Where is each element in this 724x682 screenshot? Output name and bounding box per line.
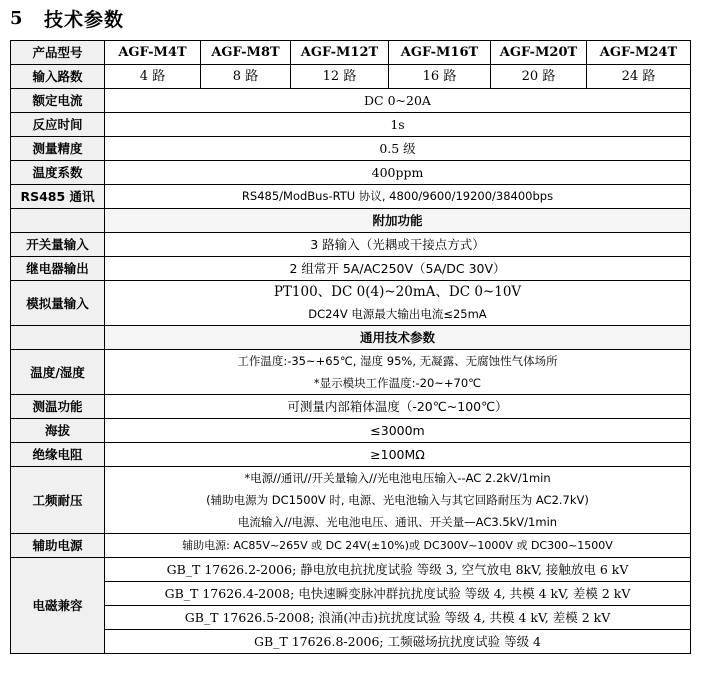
rated-current-row	[11, 89, 691, 113]
emc-item: GB_T 17626.8-2006; 工频磁场抗扰度试验 等级 4	[105, 630, 691, 654]
temp-coefficient-label: 温度系数	[11, 161, 105, 185]
temp-measure-value: 可测量内部箱体温度（-20℃~100℃）	[105, 395, 691, 419]
rated-current-value: DC 0~20A	[105, 89, 691, 113]
model-cell: AGF-M20T	[491, 41, 587, 65]
relay-output-label: 继电器输出	[11, 257, 105, 281]
rated-current-label: 额定电流	[11, 89, 105, 113]
analog-input-line: PT100、DC 0(4)~20mA、DC 0~10V	[273, 284, 522, 300]
section-spacer	[11, 326, 105, 350]
channel-cell: 20 路	[491, 65, 587, 89]
model-cell: AGF-M24T	[587, 41, 691, 65]
altitude-label: 海拔	[11, 419, 105, 443]
altitude-row	[11, 419, 691, 443]
switch-input-row	[11, 233, 691, 257]
model-cell: AGF-M4T	[105, 41, 201, 65]
section-heading	[10, 3, 124, 33]
emc-row	[11, 558, 691, 582]
channel-label: 输入路数	[11, 65, 105, 89]
aux-power-label: 辅助电源	[11, 534, 105, 558]
withstand-line: *电源//通讯//开关量输入//光电池电压输入--AC 2.2kV/1min	[244, 471, 551, 485]
model-cell: AGF-M12T	[291, 41, 389, 65]
relay-output-value: 2 组常开 5A/AC250V（5A/DC 30V）	[105, 257, 691, 281]
model-cell: AGF-M8T	[201, 41, 291, 65]
insulation-value: ≥100MΩ	[105, 443, 691, 467]
altitude-value: ≤3000m	[105, 419, 691, 443]
section-number: 5	[10, 7, 23, 29]
emc-row	[11, 582, 691, 606]
model-cell: AGF-M16T	[389, 41, 491, 65]
rs485-label: RS485 通讯	[11, 185, 105, 209]
temp-humidity-value	[105, 350, 691, 395]
section-spacer	[11, 209, 105, 233]
rs485-value: RS485/ModBus-RTU 协议, 4800/9600/19200/38400bps	[105, 185, 691, 209]
model-row	[11, 41, 691, 65]
accuracy-value: 0.5 级	[105, 137, 691, 161]
rs485-row	[11, 185, 691, 209]
aux-power-value: 辅助电源: AC85V~265V 或 DC 24V(±10%)或 DC300V~1000V 或 DC300~1500V	[105, 534, 691, 558]
channel-cell: 12 路	[291, 65, 389, 89]
response-time-value: 1s	[105, 113, 691, 137]
emc-row	[11, 630, 691, 654]
section-row-general	[11, 326, 691, 350]
switch-input-value: 3 路输入（光耦或干接点方式）	[105, 233, 691, 257]
accuracy-row	[11, 137, 691, 161]
emc-item: GB_T 17626.2-2006; 静电放电抗扰度试验 等级 3, 空气放电 8kV, 接触放电 6 kV	[105, 558, 691, 582]
withstand-label: 工频耐压	[11, 467, 105, 534]
section-additional-title: 附加功能	[105, 209, 691, 233]
channel-cell: 16 路	[389, 65, 491, 89]
channel-cell: 8 路	[201, 65, 291, 89]
section-row-additional	[11, 209, 691, 233]
temp-humidity-line: *显示模块工作温度:-20~+70℃	[313, 376, 482, 390]
switch-input-label: 开关量输入	[11, 233, 105, 257]
model-label: 产品型号	[11, 41, 105, 65]
accuracy-label: 测量精度	[11, 137, 105, 161]
emc-label: 电磁兼容	[11, 558, 105, 654]
channel-cell: 24 路	[587, 65, 691, 89]
withstand-row	[11, 467, 691, 534]
aux-power-row	[11, 534, 691, 558]
relay-output-row	[11, 257, 691, 281]
withstand-line: 电流输入//电源、光电池电压、通讯、开关量—AC3.5kV/1min	[237, 515, 558, 529]
section-title: 技术参数	[44, 8, 125, 31]
temp-measure-label: 测温功能	[11, 395, 105, 419]
analog-input-row	[11, 281, 691, 326]
emc-row	[11, 606, 691, 630]
temp-measure-row	[11, 395, 691, 419]
emc-item: GB_T 17626.4-2008; 电快速瞬变脉冲群抗扰度试验 等级 4, 共模 4 kV, 差模 2 kV	[105, 582, 691, 606]
insulation-label: 绝缘电阻	[11, 443, 105, 467]
temp-humidity-line: 工作温度:-35~+65℃, 湿度 95%, 无凝露、无腐蚀性气体场所	[237, 354, 558, 368]
response-time-label: 反应时间	[11, 113, 105, 137]
temp-humidity-label: 温度/湿度	[11, 350, 105, 395]
analog-input-label: 模拟量输入	[11, 281, 105, 326]
response-time-row	[11, 113, 691, 137]
withstand-line: (辅助电源为 DC1500V 时, 电源、光电池输入与其它回路耐压为 AC2.7kV)	[206, 493, 589, 507]
withstand-value	[105, 467, 691, 534]
insulation-row	[11, 443, 691, 467]
emc-item: GB_T 17626.5-2008; 浪涌(冲击)抗扰度试验 等级 4, 共模 4 kV, 差模 2 kV	[105, 606, 691, 630]
temp-coefficient-value: 400ppm	[105, 161, 691, 185]
section-general-title: 通用技术参数	[105, 326, 691, 350]
analog-input-value	[105, 281, 691, 326]
channel-cell: 4 路	[105, 65, 201, 89]
channel-row	[11, 65, 691, 89]
temp-coefficient-row	[11, 161, 691, 185]
spec-table	[10, 40, 691, 654]
analog-input-line: DC24V 电源最大输出电流≤25mA	[308, 307, 487, 321]
temp-humidity-row	[11, 350, 691, 395]
